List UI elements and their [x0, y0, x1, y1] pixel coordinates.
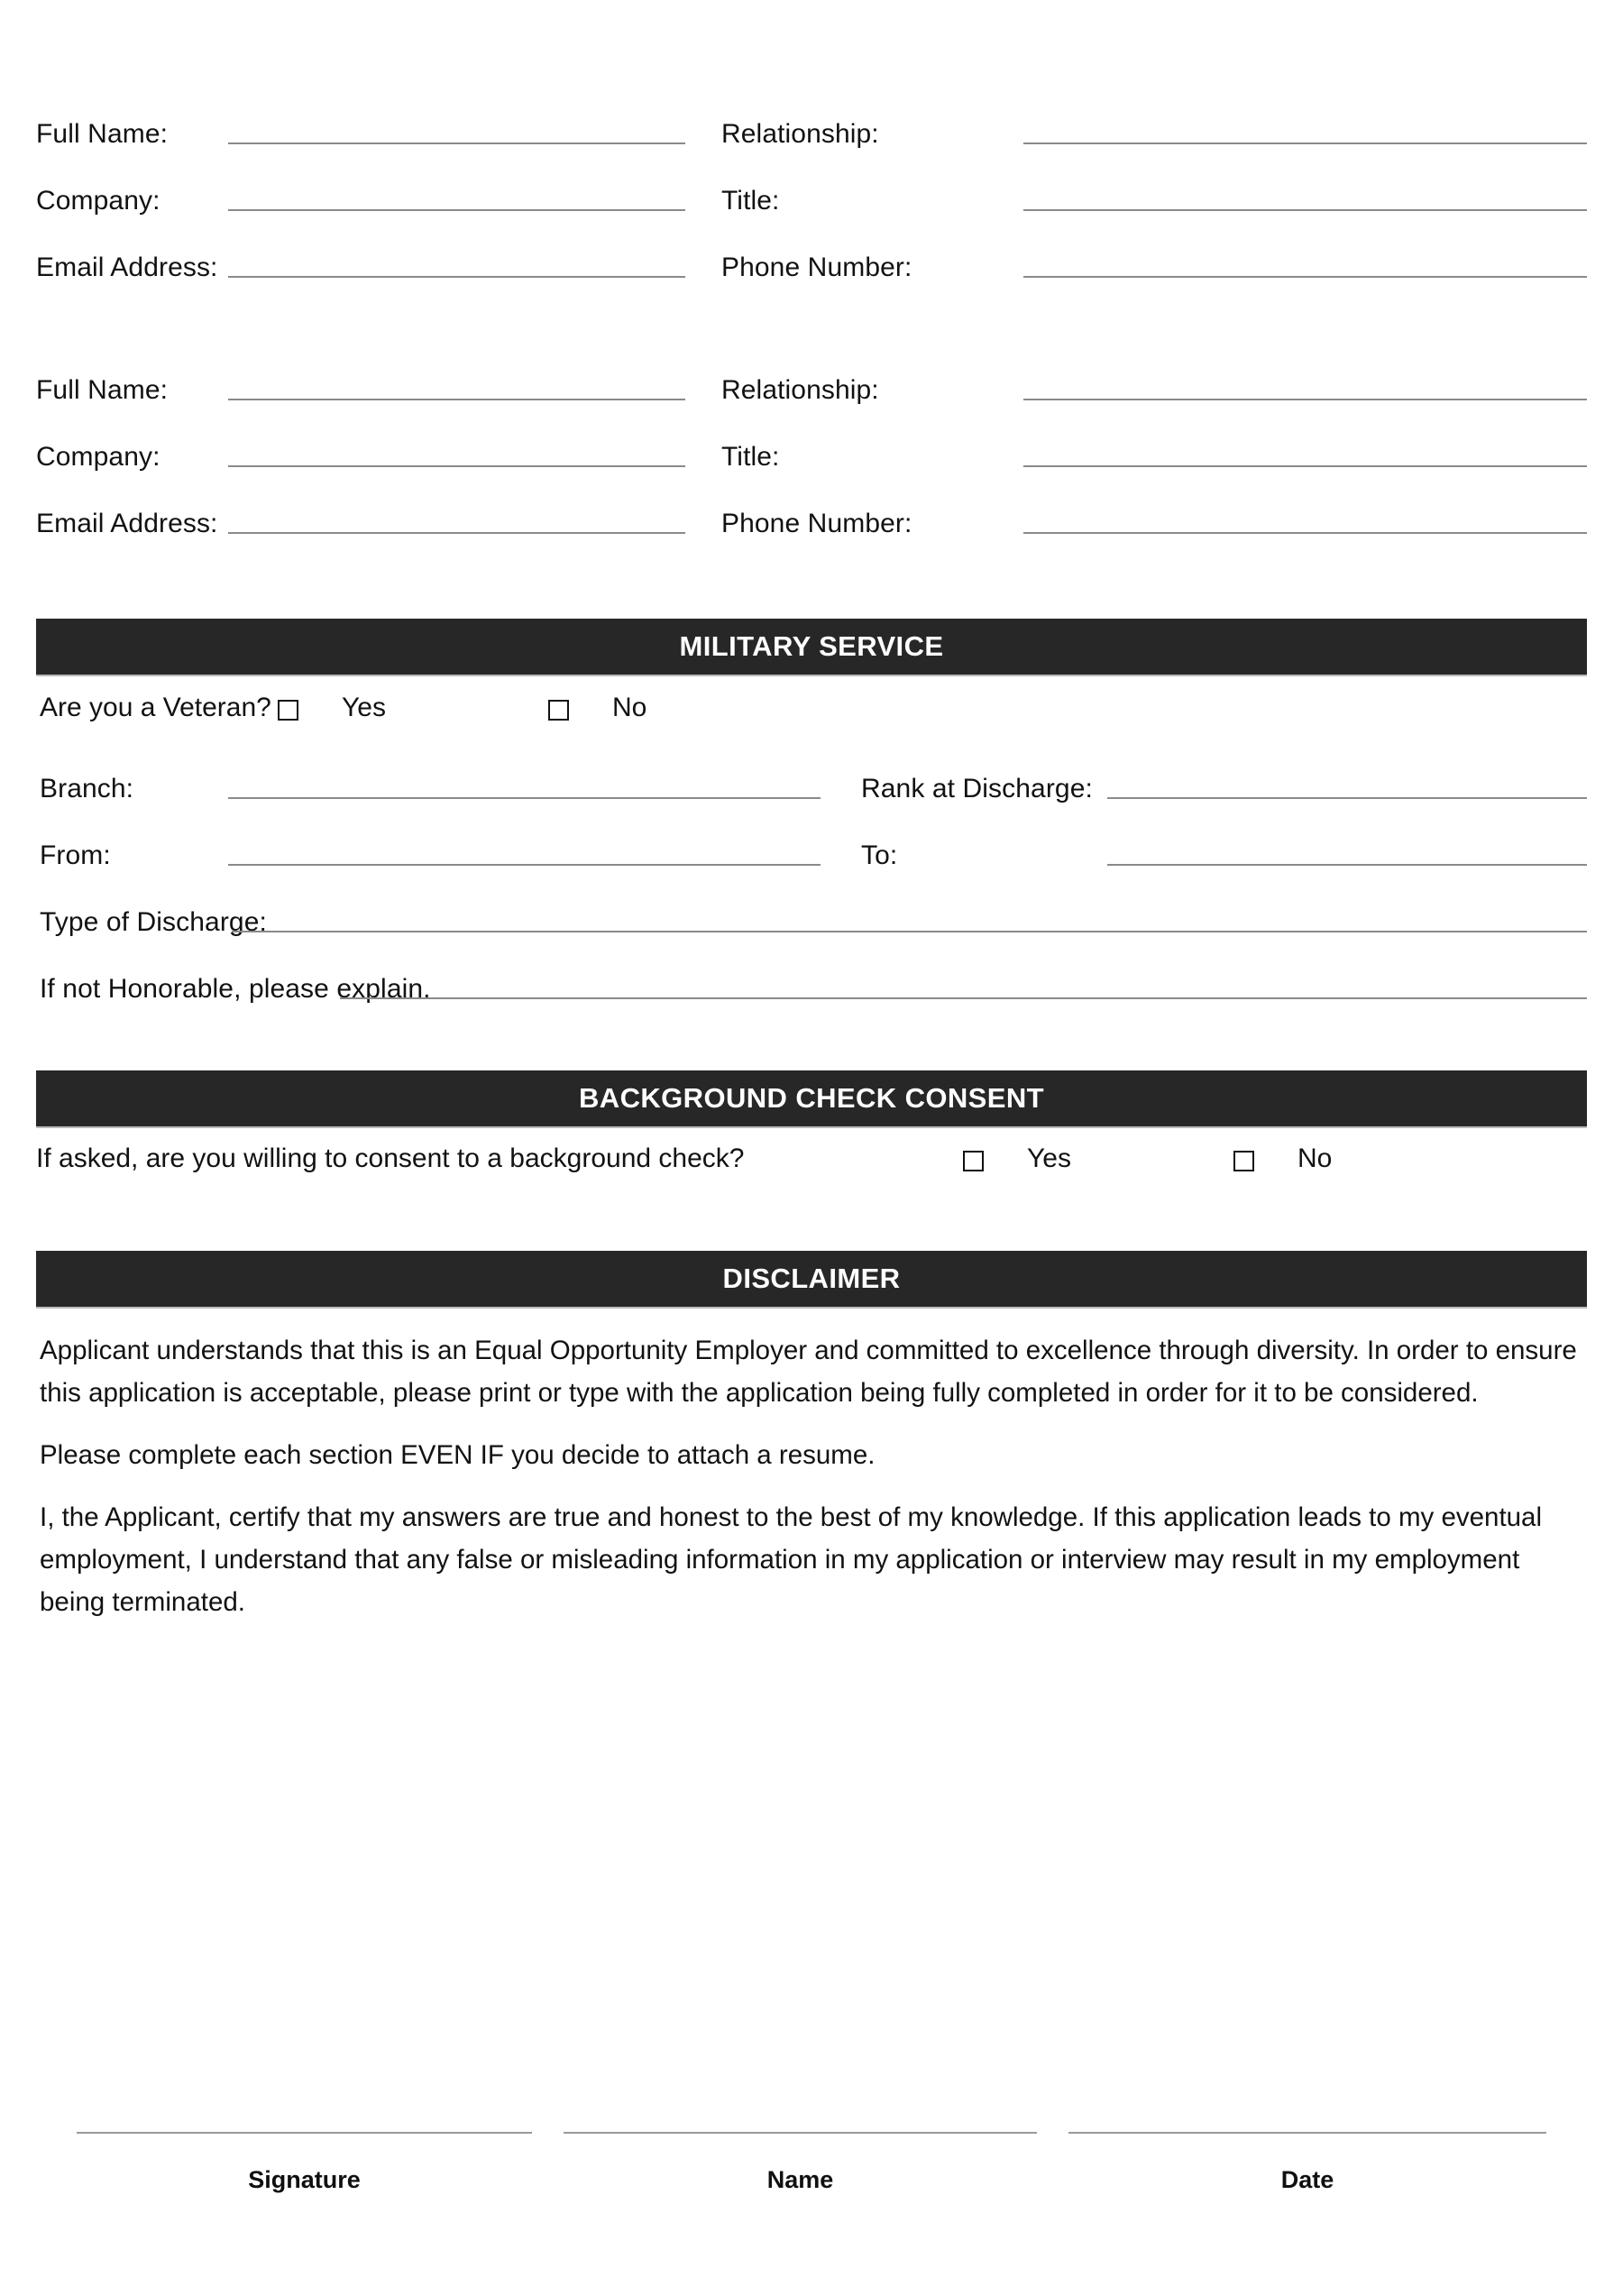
- veteran-question-row: [36, 687, 1587, 752]
- title-input-line[interactable]: [1023, 209, 1587, 211]
- phone-number-label: Phone Number:: [721, 509, 912, 538]
- veteran-no-label: No: [612, 693, 647, 722]
- email-address-label: Email Address:: [36, 509, 218, 538]
- veteran-yes-label: Yes: [342, 693, 386, 722]
- date-caption: Date: [1280, 2166, 1334, 2193]
- type-of-discharge-input-line[interactable]: [232, 931, 1587, 932]
- service-from-field[interactable]: [40, 819, 821, 871]
- full-name-label: Full Name:: [36, 375, 169, 405]
- section-header-military-service: MILITARY SERVICE: [36, 619, 1587, 675]
- not-honorable-explain-label: If not Honorable, please explain.: [40, 974, 431, 1004]
- reference-row: [36, 487, 1587, 554]
- name-caption: Name: [766, 2166, 834, 2193]
- rank-at-discharge-label: Rank at Discharge:: [861, 774, 1093, 804]
- email-address-field[interactable]: [36, 487, 685, 539]
- email-address-field[interactable]: [36, 231, 685, 283]
- full-name-input-line[interactable]: [228, 142, 685, 144]
- title-label: Title:: [721, 442, 780, 472]
- checkbox-icon[interactable]: [963, 1151, 984, 1171]
- checkbox-icon[interactable]: [548, 700, 569, 721]
- type-of-discharge-row: [36, 886, 1587, 952]
- relationship-field[interactable]: [721, 354, 1587, 406]
- phone-number-label: Phone Number:: [721, 253, 912, 282]
- section-header-background-check-consent: BACKGROUND CHECK CONSENT: [36, 1070, 1587, 1126]
- relationship-label: Relationship:: [721, 119, 879, 149]
- reference-row: [36, 231, 1587, 298]
- reference-row: [36, 97, 1587, 164]
- email-address-input-line[interactable]: [228, 276, 685, 278]
- reference-row: [36, 354, 1587, 420]
- service-to-input-line[interactable]: [1107, 864, 1587, 866]
- date-input-line[interactable]: [1068, 2132, 1546, 2134]
- reference-entry-2: [36, 354, 1587, 554]
- service-to-field[interactable]: [861, 819, 1587, 871]
- checkbox-icon[interactable]: [278, 700, 298, 721]
- phone-number-field[interactable]: [721, 231, 1587, 283]
- branch-field[interactable]: [40, 752, 821, 804]
- company-label: Company:: [36, 442, 160, 472]
- disclaimer-paragraph: Applicant understands that this is an Equal Opportunity Employer and committed to excellence through diversity. In order to ensure this application is acceptable, please print or type with the application being fully completed in order for it to be considered.: [40, 1336, 1577, 1408]
- background-check-question-row: [36, 1138, 1587, 1201]
- section-header-disclaimer: DISCLAIMER: [36, 1251, 1587, 1307]
- background-check-no-option[interactable]: [1233, 1143, 1332, 1174]
- type-of-discharge-label: Type of Discharge:: [40, 907, 267, 937]
- company-field[interactable]: [36, 420, 685, 473]
- phone-number-field[interactable]: [721, 487, 1587, 539]
- military-service-section: [36, 687, 1587, 1019]
- veteran-yes-option[interactable]: [278, 693, 386, 723]
- branch-rank-row: [36, 752, 1587, 819]
- company-input-line[interactable]: [228, 209, 685, 211]
- background-check-consent-section: [36, 1138, 1587, 1201]
- relationship-field[interactable]: [721, 97, 1587, 150]
- reference-row: [36, 420, 1587, 487]
- signature-caption: Signature: [248, 2166, 361, 2193]
- title-field[interactable]: [721, 164, 1587, 216]
- background-check-yes-option[interactable]: [963, 1143, 1071, 1174]
- signature-slot: [77, 2132, 532, 2194]
- from-to-row: [36, 819, 1587, 886]
- disclaimer-paragraph: Please complete each section EVEN IF you decide to attach a resume.: [40, 1440, 876, 1470]
- date-slot: [1068, 2132, 1546, 2194]
- checkbox-icon[interactable]: [1233, 1151, 1254, 1171]
- not-honorable-explain-field[interactable]: [40, 952, 1587, 1005]
- disclaimer-body: [36, 1309, 1596, 1643]
- company-field[interactable]: [36, 164, 685, 216]
- not-honorable-explain-row: [36, 952, 1587, 1019]
- title-input-line[interactable]: [1023, 465, 1587, 467]
- branch-input-line[interactable]: [228, 797, 821, 799]
- background-check-no-label: No: [1297, 1143, 1333, 1173]
- name-slot: [564, 2132, 1037, 2194]
- title-field[interactable]: [721, 420, 1587, 473]
- company-label: Company:: [36, 186, 160, 216]
- signature-input-line[interactable]: [77, 2132, 532, 2134]
- not-honorable-explain-input-line[interactable]: [340, 997, 1587, 999]
- company-input-line[interactable]: [228, 465, 685, 467]
- service-from-label: From:: [40, 840, 111, 870]
- service-to-label: To:: [861, 840, 898, 870]
- reference-row: [36, 164, 1587, 231]
- rank-at-discharge-input-line[interactable]: [1107, 797, 1587, 799]
- service-from-input-line[interactable]: [228, 864, 821, 866]
- background-check-yes-label: Yes: [1027, 1143, 1071, 1173]
- rank-at-discharge-field[interactable]: [861, 752, 1587, 804]
- full-name-input-line[interactable]: [228, 399, 685, 400]
- full-name-label: Full Name:: [36, 119, 169, 149]
- email-address-input-line[interactable]: [228, 532, 685, 534]
- email-address-label: Email Address:: [36, 253, 218, 282]
- relationship-input-line[interactable]: [1023, 142, 1587, 144]
- full-name-field[interactable]: [36, 97, 685, 150]
- type-of-discharge-field[interactable]: [40, 886, 1587, 938]
- disclaimer-paragraph: I, the Applicant, certify that my answers are true and honest to the best of my knowledge. If this application leads to my eventual employment, I understand that any false or misleading information in my application or interview may result in my employment being terminated.: [40, 1502, 1543, 1617]
- phone-number-input-line[interactable]: [1023, 532, 1587, 534]
- background-check-question-label: If asked, are you willing to consent to a background check?: [36, 1143, 745, 1173]
- veteran-question-label: Are you a Veteran?: [40, 693, 271, 722]
- branch-label: Branch:: [40, 774, 134, 804]
- title-label: Title:: [721, 186, 780, 216]
- signature-block: [36, 2132, 1587, 2240]
- full-name-field[interactable]: [36, 354, 685, 406]
- relationship-label: Relationship:: [721, 375, 879, 405]
- veteran-no-option[interactable]: [548, 693, 646, 723]
- reference-entry-1: [36, 97, 1587, 298]
- name-input-line[interactable]: [564, 2132, 1037, 2134]
- relationship-input-line[interactable]: [1023, 399, 1587, 400]
- phone-number-input-line[interactable]: [1023, 276, 1587, 278]
